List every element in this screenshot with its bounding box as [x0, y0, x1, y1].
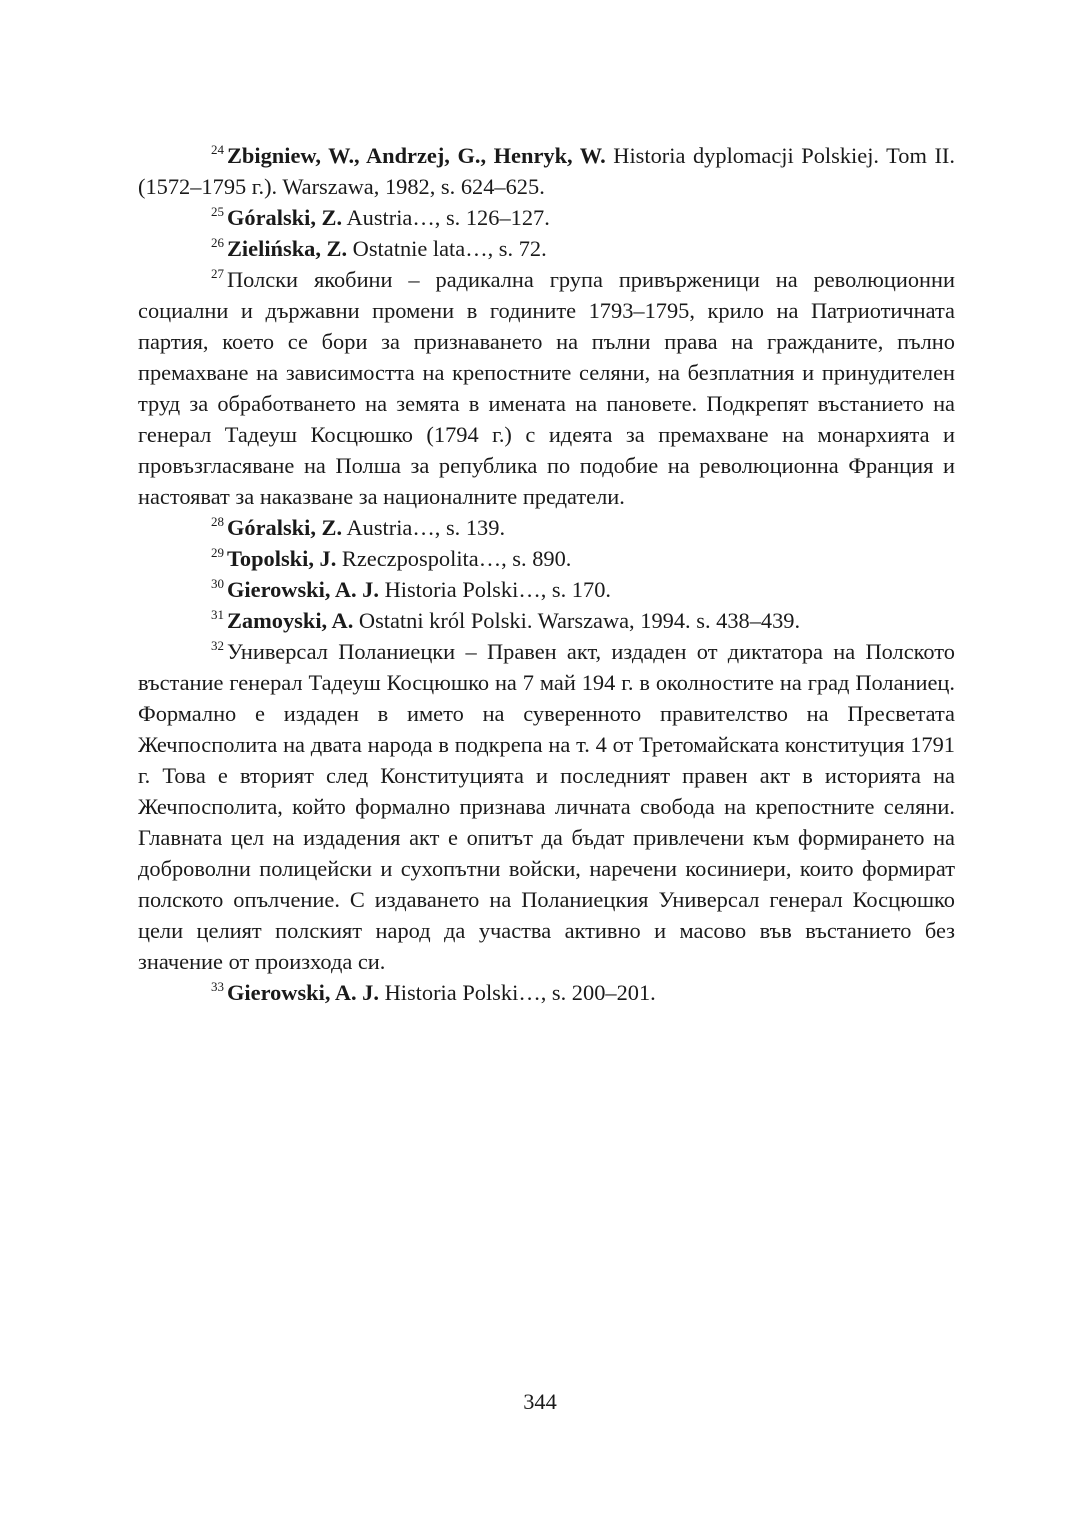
- footnote-30: [138, 574, 955, 605]
- footnote-27: [138, 264, 955, 512]
- footnote-number: 29: [211, 545, 224, 560]
- footnote-author: Gierowski, A. J.: [227, 577, 379, 602]
- footnote-number: 33: [211, 979, 224, 994]
- footnote-text: Rzeczpospolita…, s. 890.: [336, 546, 572, 571]
- footnote-33: [138, 977, 955, 1008]
- footnote-number: 31: [211, 607, 224, 622]
- footnote-text: Полски якобини – радикална група привърженици на революционни социални и държавни промени в годините 1793–1795, крило на Патриотичната партия, което се бори за признаването на пълни права на гражданите, пълно премахване на зависимостта на крепостните селяни, на безплатния и принудителен труд за обработването на земята в имената на пановете. Подкрепят въстанието на генерал Тадеуш Косцюшко (1794 г.) с идеята за премахване на монархията и провъзгласяване на Полша за република по подобие на революционна Франция и настояват за наказване за националните предатели.: [138, 267, 955, 509]
- footnote-text: Универсал Поланиецки – Правен акт, издаден от диктатора на Полското въстание генерал Тадеуш Косцюшко на 7 май 194 г. в околностите на град Поланиец. Формално е издаден в името на суверенното правителство на Пресветата Жечпосполита на двата народа в подкрепа на т. 4 от Третомайската конституция 1791 г. Това е вторият след Конституцията и последният правен акт в историята на Жечпосполита, който формално признава личната свобода на крепостните селяни. Главната цел на издадения акт е опитът да бъдат привлечени към формирането на доброволни полицейски и сухопътни войски, наречени косиниери, които формират полското опълчение. С издаването на Поланиецкия Универсал генерал Косцюшко цели целият полският народ да участва активно и масово във въстанието без значение от произхода си.: [138, 639, 955, 974]
- footnotes-section: [138, 140, 955, 1008]
- footnote-28: [138, 512, 955, 543]
- page-number: 344: [523, 1389, 557, 1414]
- footnote-number: 24: [211, 142, 224, 157]
- footnote-text: Historia Polski…, s. 200–201.: [378, 980, 656, 1005]
- footnote-author: Góralski, Z.: [227, 515, 343, 540]
- footnote-text: Ostatnie lata…, s. 72.: [347, 236, 547, 261]
- footnote-number: 32: [211, 638, 224, 653]
- footnote-26: [138, 233, 955, 264]
- footnote-24: [138, 140, 955, 202]
- footnote-text: Austria…, s. 139.: [342, 515, 506, 540]
- footnote-31: [138, 605, 955, 636]
- footnote-number: 30: [211, 576, 224, 591]
- footnote-32: [138, 636, 955, 977]
- footnote-number: 26: [211, 235, 224, 250]
- footnote-author: Topolski, J.: [227, 546, 337, 571]
- footnote-text: Historia Polski…, s. 170.: [378, 577, 611, 602]
- footnote-author: Zielińska, Z.: [227, 236, 348, 261]
- footnote-text: Austria…, s. 126–127.: [342, 205, 550, 230]
- footnote-text: Historia dyplomacji Polskiej. Tom II. (1572–1795 г.). Warszawa, 1982, s. 624–625.: [138, 143, 955, 199]
- footnote-29: [138, 543, 955, 574]
- footnote-number: 27: [211, 266, 224, 281]
- footnote-number: 28: [211, 514, 224, 529]
- footnote-author: Góralski, Z.: [227, 205, 343, 230]
- footnote-text: Ostatni król Polski. Warszawa, 1994. s. 438–439.: [353, 608, 801, 633]
- footnote-number: 25: [211, 204, 224, 219]
- footnote-author: Gierowski, A. J.: [227, 980, 379, 1005]
- footnote-author: Zbigniew, W., Andrzej, G., Henryk, W.: [227, 143, 606, 168]
- footnote-25: [138, 202, 955, 233]
- footnote-author: Zamoyski, A.: [227, 608, 354, 633]
